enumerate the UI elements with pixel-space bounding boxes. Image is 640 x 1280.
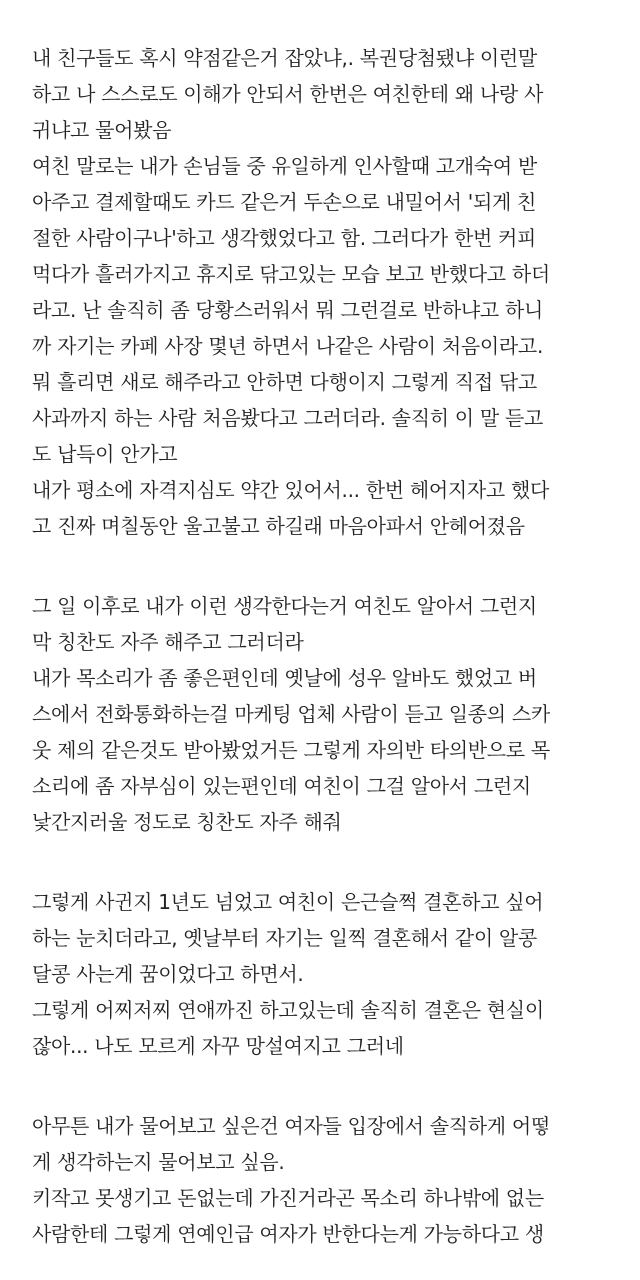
text-line: 아무튼 내가 물어보고 싶은건 여자들 입장에서 솔직하게 어떻 <box>32 1114 550 1138</box>
text-line: 사과까지 하는 사람 처음봤다고 그러더라. 솔직히 이 말 듣고 <box>32 406 543 430</box>
text-line: 잖아... 나도 모르게 자꾸 망설여지고 그러네 <box>32 1034 404 1058</box>
text-line: 그렇게 어찌저찌 연애까진 하고있는데 솔직히 결혼은 현실이 <box>32 998 544 1022</box>
text-line: 절한 사람이구나'하고 생각했었다고 함. 그러다가 한번 커피 <box>32 226 537 250</box>
text-line: 도 납득이 안가고 <box>32 442 178 466</box>
text-line: 고 진짜 며칠동안 울고불고 하길래 마음아파서 안헤어졌음 <box>32 514 525 538</box>
text-line: 그 일 이후로 내가 이런 생각한다는거 여친도 알아서 그런지 <box>32 594 537 618</box>
text-line: 내 친구들도 혹시 약점같은거 잡았냐,. 복권당첨됐냐 이런말 <box>32 46 537 70</box>
text-line: 스에서 전화통화하는걸 마케팅 업체 사람이 듣고 일종의 스카 <box>32 702 550 726</box>
paragraph-gap <box>32 840 620 884</box>
post-body <box>32 40 620 1252</box>
paragraph-2 <box>32 588 620 840</box>
text-line: 웃 제의 같은것도 받아봤었거든 그렇게 자의반 타의반으로 목 <box>32 738 550 762</box>
paragraph-1 <box>32 40 620 544</box>
text-line: 내가 평소에 자격지심도 약간 있어서... 한번 헤어지자고 했다 <box>32 478 550 502</box>
text-line: 먹다가 흘러가지고 휴지로 닦고있는 모습 보고 반했다고 하더 <box>32 262 550 286</box>
text-line: 키작고 못생기고 돈없는데 가진거라곤 목소리 하나밖에 없는 <box>32 1186 544 1210</box>
text-line: 달콩 사는게 꿈이었다고 하면서. <box>32 962 304 986</box>
text-line: 라고. 난 솔직히 좀 당황스러워서 뭐 그런걸로 반하냐고 하니 <box>32 298 543 322</box>
text-line: 막 칭찬도 자주 해주고 그러더라 <box>32 630 304 654</box>
text-line: 여친 말로는 내가 손님들 중 유일하게 인사할때 고개숙여 받 <box>32 154 537 178</box>
paragraph-gap <box>32 1064 620 1108</box>
text-line: 게 생각하는지 물어보고 싶음. <box>32 1150 285 1174</box>
text-line: 사람한테 그렇게 연예인급 여자가 반한다는게 가능하다고 생 <box>32 1222 544 1246</box>
text-line: 하고 나 스스로도 이해가 안되서 한번은 여친한테 왜 나랑 사 <box>32 82 543 106</box>
text-line: 뭐 흘리면 새로 해주라고 안하면 다행이지 그렇게 직접 닦고 <box>32 370 537 394</box>
text-line: 그렇게 사귄지 1년도 넘었고 여친이 은근슬쩍 결혼하고 싶어 <box>32 890 544 914</box>
text-line: 하는 눈치더라고, 옛날부터 자기는 일찍 결혼해서 같이 알콩 <box>32 926 537 950</box>
text-line: 낯간지러울 정도로 칭찬도 자주 해줘 <box>32 810 342 834</box>
paragraph-3 <box>32 884 620 1064</box>
text-line: 귀냐고 물어봤음 <box>32 118 172 142</box>
text-line: 내가 목소리가 좀 좋은편인데 옛날에 성우 알바도 했었고 버 <box>32 666 537 690</box>
paragraph-4 <box>32 1108 620 1252</box>
paragraph-gap <box>32 544 620 588</box>
text-line: 아주고 결제할때도 카드 같은거 두손으로 내밀어서 '되게 친 <box>32 190 537 214</box>
text-line: 소리에 좀 자부심이 있는편인데 여친이 그걸 알아서 그런지 <box>32 774 531 798</box>
text-line: 까 자기는 카페 사장 몇년 하면서 나같은 사람이 처음이라고. <box>32 334 543 358</box>
